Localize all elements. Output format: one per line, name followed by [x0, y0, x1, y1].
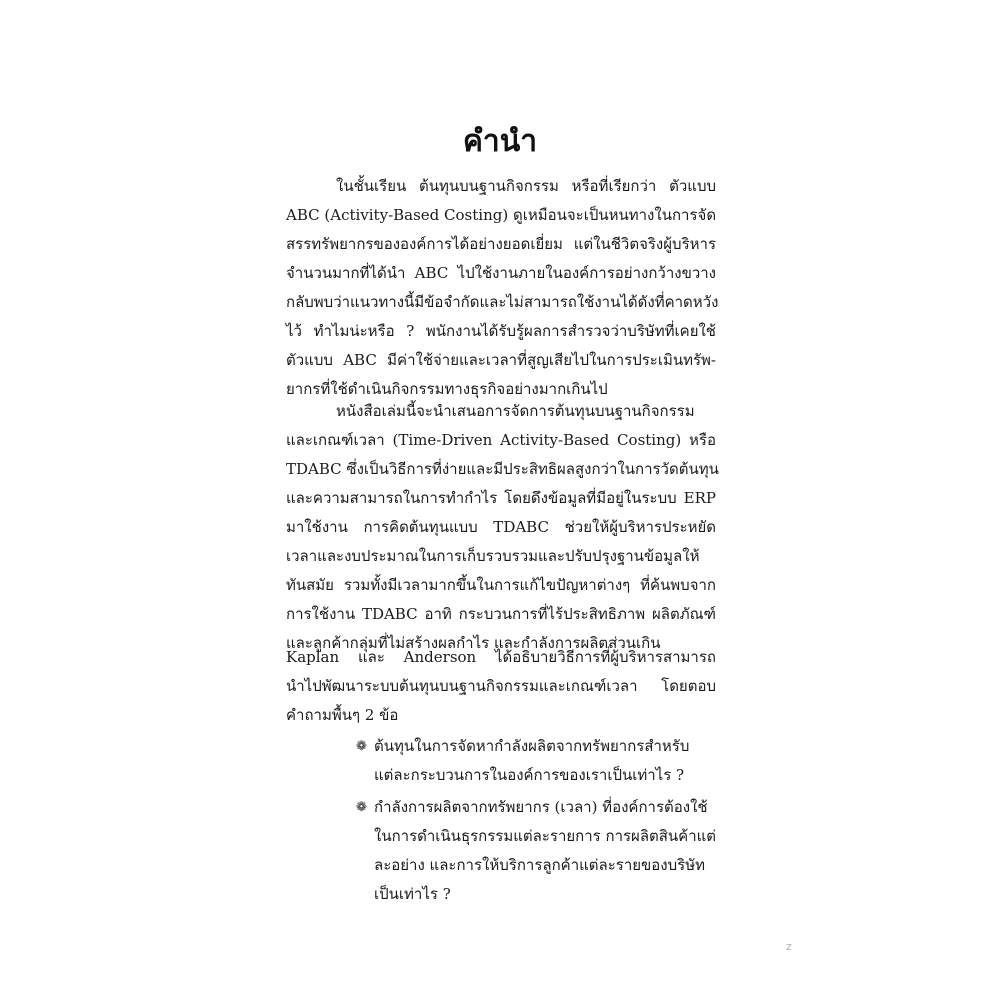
- paragraph-line: Kaplan และ Anderson ได้อธิบายวิธีการที่ผู้บริหารสามารถ: [286, 648, 716, 666]
- paragraph-line: ไว้ ทำไมน่ะหรือ ? พนักงานได้รับรู้ผลการสำรวจว่าบริษัทที่เคยใช้: [286, 322, 716, 340]
- flower-bullet-icon: ❁: [356, 739, 367, 754]
- bullet-line: ในการดำเนินธุรกรรมแต่ละรายการ การผลิตสินค้าแต่: [374, 827, 717, 845]
- bullet-item-1: [356, 732, 718, 790]
- paragraph-line: เวลาและงบประมาณในการเก็บรวบรวมและปรับปรุงฐานข้อมูลให้: [286, 547, 700, 565]
- bullet-line: ต้นทุนในการจัดหากำลังผลิตจากทรัพยากรสำหรับ: [374, 737, 690, 755]
- paragraph-line: ในชั้นเรียน ต้นทุนบนฐานกิจกรรม หรือที่เรียกว่า ตัวแบบ: [336, 177, 716, 195]
- bullet-line: กำลังการผลิตจากทรัพยากร (เวลา) ที่องค์การต้องใช้: [374, 798, 708, 816]
- bullet-line: แต่ละกระบวนการในองค์การของเราเป็นเท่าไร ?: [374, 766, 685, 784]
- bullet-line: ละอย่าง และการให้บริการลูกค้าแต่ละรายของบริษัท: [374, 856, 705, 874]
- paragraph-line: ทันสมัย รวมทั้งมีเวลามากขึ้นในการแก้ไขปัญหาต่างๆ ที่ค้นพบจาก: [286, 576, 716, 594]
- paragraph-line: มาใช้งาน การคิดต้นทุนแบบ TDABC ช่วยให้ผู้บริหารประหยัด: [286, 518, 716, 536]
- paragraph-line: TDABC ซึ่งเป็นวิธีการที่ง่ายและมีประสิทธิผลสูงกว่าในการวัดต้นทุน: [286, 460, 719, 478]
- paragraph-line: และลูกค้ากลุ่มที่ไม่สร้างผลกำไร และกำลังการผลิตส่วนเกิน: [286, 634, 661, 652]
- paragraph-line: จำนวนมากที่ได้นำ ABC ไปใช้งานภายในองค์การอย่างกว้างขวาง: [286, 264, 716, 282]
- paragraph-line: นำไปพัฒนาระบบต้นทุนบนฐานกิจกรรมและเกณฑ์เวลา โดยตอบ: [286, 677, 716, 695]
- paragraph-1: [286, 172, 719, 404]
- paragraph-line: คำถามพื้นๆ 2 ข้อ: [286, 706, 399, 724]
- paragraph-line: และความสามารถในการทำกำไร โดยดึงข้อมูลที่มีอยู่ในระบบ ERP: [286, 489, 716, 507]
- page-number: z: [786, 940, 792, 953]
- paragraph-2: [286, 397, 719, 658]
- paragraph-line: หนังสือเล่มนี้จะนำเสนอการจัดการต้นทุนบนฐานกิจกรรม: [336, 402, 695, 420]
- page-title: คำนำ: [462, 124, 538, 159]
- flower-bullet-icon: ❁: [356, 800, 367, 815]
- paragraph-line: ตัวแบบ ABC มีค่าใช้จ่ายและเวลาที่สูญเสียไปในการประเมินทรัพ-: [286, 351, 716, 369]
- paragraph-line: ยากรที่ใช้ดำเนินกิจกรรมทางธุรกิจอย่างมากเกินไป: [286, 380, 608, 398]
- bullet-line: เป็นเท่าไร ?: [374, 885, 451, 903]
- bullet-list: [356, 732, 718, 912]
- bullet-item-2: [356, 793, 718, 909]
- paragraph-line: ABC (Activity-Based Costing) ดูเหมือนจะเป็นหนทางในการจัด: [286, 206, 717, 224]
- paragraph-3: [286, 643, 716, 730]
- paragraph-line: และเกณฑ์เวลา (Time-Driven Activity-Based Costing) หรือ: [286, 431, 716, 449]
- paragraph-line: กลับพบว่าแนวทางนี้มีข้อจำกัดและไม่สามารถใช้งานได้ดังที่คาดหวัง: [286, 293, 719, 311]
- paragraph-line: การใช้งาน TDABC อาทิ กระบวนการที่ไร้ประสิทธิภาพ ผลิตภัณฑ์: [286, 605, 716, 623]
- paragraph-line: สรรทรัพยากรขององค์การได้อย่างยอดเยี่ยม แต่ในชีวิตจริงผู้บริหาร: [286, 235, 716, 253]
